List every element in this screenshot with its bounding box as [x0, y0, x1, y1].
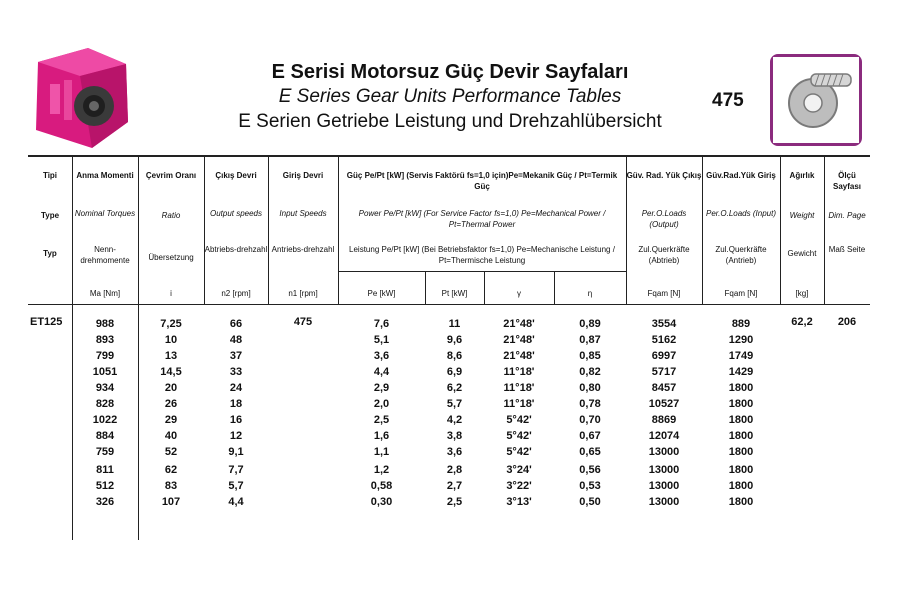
table-cell-i: 14,5 — [160, 366, 182, 378]
weight-value: 62,2 — [791, 316, 813, 328]
col-output-speed-en: Output speeds — [209, 209, 263, 218]
row-divider — [28, 304, 870, 305]
table-cell-n2: 24 — [229, 382, 243, 394]
table-cell-ma: 799 — [95, 350, 115, 362]
table-cell-ma: 512 — [95, 480, 115, 492]
table-cell-gamma: 5°42' — [506, 430, 532, 442]
col-output-speed-de: Abtriebs-drehzahl — [204, 245, 268, 254]
title-turkish: E Serisi Motorsuz Güç Devir Sayfaları — [271, 61, 629, 83]
table-cell-n2: 33 — [229, 366, 243, 378]
table-cell-ma: 893 — [95, 334, 115, 346]
table-cell-fin: 1800 — [728, 398, 754, 410]
col-weight-tr: Ağırlık — [789, 171, 815, 180]
col-in-load-unit: Fqam [N] — [724, 289, 758, 298]
table-cell-n2: 9,1 — [228, 446, 244, 458]
col-ratio-unit: i — [170, 289, 172, 298]
table-cell-n2: 18 — [229, 398, 243, 410]
worm-gear-icon — [773, 57, 859, 143]
table-cell-fout: 12074 — [648, 430, 680, 442]
table-cell-gamma: 5°42' — [506, 414, 532, 426]
col-torque-unit: Ma [Nm] — [89, 289, 121, 298]
table-cell-pt: 9,6 — [446, 334, 463, 346]
table-cell-pe: 1,2 — [373, 464, 390, 476]
col-weight-en: Weight — [789, 211, 815, 220]
col-input-speed-tr: Giriş Devri — [282, 171, 324, 180]
table-cell-gamma: 5°42' — [506, 446, 532, 458]
table-cell-pt: 2,8 — [446, 464, 463, 476]
table-cell-fin: 1800 — [728, 414, 754, 426]
table-cell-ma: 884 — [95, 430, 115, 442]
table-cell-n2: 4,4 — [228, 496, 244, 508]
table-cell-n2: 37 — [229, 350, 243, 362]
type-value: ET125 — [30, 316, 63, 328]
input-speed-value: 475 — [293, 316, 313, 328]
col-in-load-de: Zul.Querkräfte (Antrieb) — [715, 245, 767, 265]
worm-gear-logo — [770, 54, 862, 146]
table-cell-n2: 12 — [229, 430, 243, 442]
table-cell-i: 20 — [164, 382, 178, 394]
table-cell-fin: 1800 — [728, 480, 754, 492]
col-dim-en: Dim. Page — [828, 211, 866, 220]
col-output-speed-unit: n2 [rpm] — [221, 289, 251, 298]
table-cell-ma: 988 — [95, 318, 115, 330]
table-cell-eta: 0,70 — [579, 414, 601, 426]
table-cell-fout: 13000 — [648, 464, 680, 476]
table-cell-pt: 3,8 — [446, 430, 463, 442]
col-weight-de: Gewicht — [787, 249, 817, 258]
table-cell-fin: 1800 — [728, 430, 754, 442]
col-out-load-de: Zul.Querkräfte (Abtrieb) — [638, 245, 690, 265]
table-cell-eta: 0,67 — [579, 430, 601, 442]
dim-page-value: 206 — [837, 316, 857, 328]
table-cell-gamma: 21°48' — [503, 350, 535, 362]
table-cell-pe: 0,58 — [370, 480, 393, 492]
table-cell-eta: 0,80 — [579, 382, 601, 394]
table-cell-fout: 3554 — [651, 318, 677, 330]
table-cell-gamma: 3°13' — [506, 496, 532, 508]
col-input-speed-de: Antriebs-drehzahl — [271, 245, 335, 254]
table-cell-ma: 1051 — [92, 366, 118, 378]
table-cell-pe: 1,6 — [373, 430, 390, 442]
table-cell-pe: 4,4 — [373, 366, 390, 378]
title-english: E Series Gear Units Performance Tables — [278, 86, 622, 107]
table-cell-pe: 3,6 — [373, 350, 390, 362]
col-power-eta: η — [587, 289, 593, 298]
col-torque-de: Nenn-drehmomente — [80, 245, 130, 265]
table-cell-pt: 6,2 — [446, 382, 463, 394]
table-cell-i: 29 — [164, 414, 178, 426]
table-cell-i: 13 — [164, 350, 178, 362]
table-cell-i: 52 — [164, 446, 178, 458]
table-cell-fout: 13000 — [648, 480, 680, 492]
performance-table — [28, 156, 870, 540]
table-cell-i: 40 — [164, 430, 178, 442]
col-dim-tr: Ölçü Sayfası — [832, 171, 862, 191]
table-cell-i: 10 — [164, 334, 178, 346]
table-cell-pt: 3,6 — [446, 446, 463, 458]
col-power-en: Power Pe/Pt [kW] (For Service Factor fs=1,0) Pe=Mechanical Power / Pt=Thermal Power — [358, 209, 606, 229]
table-cell-pt: 11 — [448, 318, 461, 330]
table-cell-fout: 8457 — [651, 382, 677, 394]
table-cell-i: 107 — [161, 496, 181, 508]
col-out-load-unit: Fqam [N] — [647, 289, 681, 298]
col-in-load-tr: Güv.Rad.Yük Giriş — [706, 171, 776, 180]
table-cell-ma: 326 — [95, 496, 115, 508]
table-cell-eta: 0,89 — [579, 318, 601, 330]
title-german: E Serien Getriebe Leistung und Drehzahlübersicht — [238, 111, 662, 132]
table-cell-pe: 2,0 — [373, 398, 390, 410]
table-cell-fin: 1800 — [728, 446, 754, 458]
pe-column — [338, 316, 425, 510]
table-cell-pt: 2,5 — [446, 496, 463, 508]
table-cell-ma: 828 — [95, 398, 115, 410]
table-cell-fout: 8869 — [651, 414, 677, 426]
eta-column — [554, 316, 626, 510]
table-cell-eta: 0,65 — [579, 446, 601, 458]
table-cell-pt: 8,6 — [446, 350, 463, 362]
table-cell-n2: 16 — [229, 414, 243, 426]
table-cell-eta: 0,82 — [579, 366, 601, 378]
table-cell-fin: 1749 — [728, 350, 754, 362]
table-cell-ma: 1022 — [92, 414, 118, 426]
table-cell-gamma: 21°48' — [503, 334, 535, 346]
table-cell-i: 7,25 — [160, 318, 182, 330]
table-cell-fin: 889 — [731, 318, 751, 330]
page-number: 475 — [712, 90, 744, 111]
col-torque-tr: Anma Momenti — [76, 171, 134, 180]
output-load-column — [626, 316, 702, 510]
table-cell-eta: 0,78 — [579, 398, 601, 410]
table-cell-fin: 1290 — [728, 334, 754, 346]
col-output-speed-tr: Çıkış Devri — [215, 171, 257, 180]
table-cell-gamma: 3°22' — [506, 480, 532, 492]
col-tipi-tr: Tipi — [42, 171, 58, 180]
table-cell-pe: 1,1 — [373, 446, 390, 458]
table-cell-gamma: 11°18' — [503, 398, 535, 410]
table-cell-eta: 0,53 — [579, 480, 601, 492]
col-ratio-en: Ratio — [161, 211, 181, 220]
table-cell-ma: 811 — [96, 464, 114, 476]
table-cell-pt: 4,2 — [446, 414, 463, 426]
torque-column — [72, 316, 138, 510]
col-input-speed-unit: n1 [rpm] — [288, 289, 318, 298]
table-cell-fout: 10527 — [648, 398, 680, 410]
table-cell-n2: 7,7 — [228, 464, 244, 476]
col-in-load-en: Per.O.Loads (Input) — [706, 209, 776, 218]
table-cell-eta: 0,50 — [579, 496, 601, 508]
table-cell-fout: 6997 — [651, 350, 677, 362]
table-cell-ma: 934 — [95, 382, 115, 394]
table-cell-eta: 0,85 — [579, 350, 601, 362]
table-cell-ma: 759 — [95, 446, 115, 458]
col-power-pt: Pt [kW] — [441, 289, 468, 298]
col-tipi-de: Typ — [43, 249, 57, 258]
table-cell-pt: 6,9 — [446, 366, 463, 378]
table-cell-gamma: 21°48' — [503, 318, 535, 330]
col-input-speed-en: Input Speeds — [279, 209, 327, 218]
table-cell-gamma: 3°24' — [506, 464, 532, 476]
table-cell-eta: 0,87 — [579, 334, 601, 346]
gamma-column — [484, 316, 554, 510]
table-cell-fout: 13000 — [648, 496, 680, 508]
col-power-gamma: γ — [517, 289, 521, 298]
table-cell-fout: 13000 — [648, 446, 680, 458]
table-cell-fout: 5162 — [651, 334, 677, 346]
gearbox-product-image — [28, 44, 132, 152]
table-cell-n2: 48 — [229, 334, 243, 346]
pt-column — [425, 316, 484, 510]
col-power-tr: Güç Pe/Pt [kW] (Servis Faktörü fs=1,0 için)Pe=Mekanik Güç / Pt=Termik Güç — [346, 171, 618, 191]
col-ratio-tr: Çevrim Oranı — [145, 171, 197, 180]
ratio-column — [138, 316, 204, 510]
table-cell-n2: 5,7 — [228, 480, 244, 492]
row-divider — [338, 271, 626, 272]
col-torque-en: Nominal Torques — [74, 209, 136, 218]
page-title-block — [200, 60, 700, 134]
table-cell-fin: 1800 — [728, 382, 754, 394]
table-cell-pe: 2,5 — [373, 414, 390, 426]
table-cell-i: 83 — [164, 480, 178, 492]
table-cell-gamma: 11°18' — [503, 366, 535, 378]
column-divider — [338, 156, 339, 304]
input-load-column — [702, 316, 780, 510]
col-tipi-en: Type — [40, 211, 60, 220]
table-cell-pt: 5,7 — [446, 398, 463, 410]
table-cell-i: 62 — [164, 464, 178, 476]
col-weight-unit: [kg] — [795, 289, 809, 298]
table-cell-pe: 5,1 — [373, 334, 390, 346]
col-power-pe: Pe [kW] — [367, 289, 396, 298]
output-speed-column — [204, 316, 268, 510]
col-ratio-de: Übersetzung — [148, 253, 194, 262]
col-out-load-en: Per.O.Loads (Output) — [641, 209, 687, 229]
table-cell-i: 26 — [164, 398, 178, 410]
col-power-de: Leistung Pe/Pt [kW] (Bei Betriebsfaktor fs=1,0) Pe=Mechanische Leistung / Pt=Thermische Leistung — [349, 245, 615, 265]
table-cell-pe: 2,9 — [373, 382, 390, 394]
table-cell-n2: 66 — [229, 318, 243, 330]
table-cell-pe: 7,6 — [373, 318, 390, 330]
table-cell-fin: 1800 — [728, 464, 754, 476]
table-cell-pt: 2,7 — [446, 480, 463, 492]
table-cell-eta: 0,56 — [579, 464, 601, 476]
table-cell-fout: 5717 — [651, 366, 677, 378]
table-cell-pe: 0,30 — [370, 496, 393, 508]
table-cell-gamma: 11°18' — [503, 382, 535, 394]
table-cell-fin: 1800 — [728, 496, 754, 508]
col-out-load-tr: Güv. Rad. Yük Çıkış — [626, 171, 702, 180]
table-cell-fin: 1429 — [728, 366, 754, 378]
col-dim-de: Maß Seite — [828, 245, 866, 254]
